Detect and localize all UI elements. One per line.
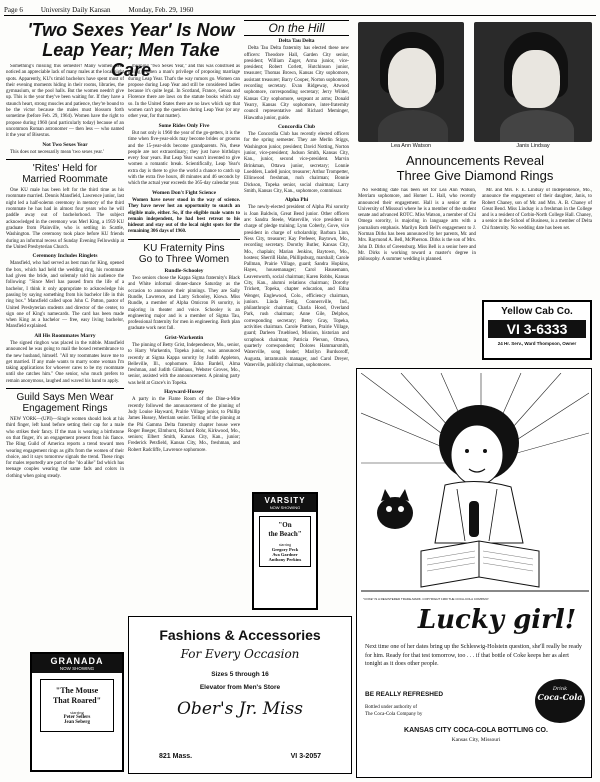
granada-title-1: "The Mouse [55, 686, 99, 695]
guild-text: NEW YORK—(UPI)—Single women should look at his third finger, left hand before setting their cap for a male who strikes their fancy. If the man is wearing a birthstone on that finger, it's an engagement present from his fiance. The Ring Guild of America reports a trend toward men wearing engagement rings as gifts from the women of their choice, and it says tomorrow signals the trend. These rings for males reportedly are part of the "do alike" fad which has teenage couples wearing the same fads and colors in clothing when going steady. [6, 417, 124, 479]
announcements-right-text: Mr. and Mrs. F. E. Lindsay of Independence, Mo., announce the engagement of their daughter, Janis, to Robert Chaney, son of Mr. and Mrs. A. B. Chaney of Great Bend. Miss Lindsay is a freshman in the College and is a resident of Corbin-North College Hall. Chaney, a senior in the School of Business, is a member of Delta Chi fraternity. No wedding date has been set. [482, 188, 592, 231]
obers-sizes: Sizes 5 through 16 [211, 671, 269, 678]
lucky-girl-illustration [361, 373, 589, 595]
obers-phone: VI 3-2057 [290, 753, 321, 760]
lead-story-text-2: meaning "two Sexes Year," and this was construed as giving women a man's privilege of proposing marriage during Leap Year. That's the way rumors go. Women can propose during Leap Year and still be considered ladies because it's quite legal. In Scotland, France, Genoa and Florence there are laws on the statute books which say so. In the United States there are no laws which say that women can't pop the question during Leap Year (or any other year, for that matter). [128, 64, 240, 120]
guild-headline-2: Engagement Rings [22, 403, 108, 415]
coke-refreshed: BE REALLY REFRESHED [365, 691, 444, 698]
coke-bottled: Bottled under authority of [365, 705, 418, 710]
announcements-headline [356, 153, 594, 183]
varsity-ad [252, 492, 318, 610]
varsity-starring: starring [278, 542, 292, 547]
caption-left: Lea Ann Watson [390, 143, 432, 149]
yellow-cab-phone: VI 3-6333 [488, 320, 586, 338]
fraternity-text-1: Two seniors chose the Kappa Sigma fraternity's Black and White informal dinner-dance Saturday as the occasion to announce their pinnings. They are Sally Rundle, Lawrence, and Larry Schooley, Kiowa. Miss Rundle, a member of Alpha Omicron Pi sorority, is majoring in theater and voice. Schooley is an engineering major and is a member of Sigma Tau, professional fraternity for men in engineering. Both plan graduate work next fall. [128, 276, 240, 332]
obers-occasion: For Every Occasion [180, 647, 300, 661]
coke-fine-print: "COKE" IS A REGISTERED TRADE-MARK. COPYRIGHT 1960 THE COCA-COLA COMPANY. [363, 597, 490, 601]
hill-subhead-2: Concordia Club [278, 123, 315, 130]
announcements-headline-2: Three Give Diamond Rings [396, 168, 554, 183]
lead-story-text-1b: This does not necessarily mean 'two sexes year.' [10, 149, 104, 155]
lead-story-text-2c: Women have never stood in the way of science. They have never lost an opportunity to snatch an eligible male, either. So, if the eligible male wants to remain independent, he had best retreat to his hideout and stay out of the local night spots for the remaining 306 days of 1960. [128, 197, 240, 235]
lead-story-text-1: Something's missing this semester! Many women have noticed an appreciable lack of many males at the local night spots. Apparently, KU's timid bachelors have spent most of their evening moments hiding in their rooms, libraries, the gymnasium, or the pool halls. But the women needn't give up. This is the year they've been waiting for. If they have a staunch heart, strong muscles and patience, they're bound to be the victor because the males must blossom forth sometime (before Feb. 29, 1964). Women have the right to propose during 1960 (and particularly today) because of an uncommon Roman astronomer — then less — who named it the year of Bisextus. [6, 64, 124, 139]
coke-logo-drink: Drink [552, 686, 568, 692]
column-1 [6, 64, 124, 649]
rites-text-1: One KU male has been left for the third time as his roommate married. Dennis Mansfield, Lawrence junior, last night led a half-solemn ceremony in memory of the third roommate he has had in almost four years who he will paddle away out of bachelorhood. The subject acknowledged in the ceremony was Merl King, a 1959 KU graduate from Plainville, who is settling in Scattle, Washington. The ceremony took place before KU friends during an informal recess of Sunday Evening Fellowship at the United Presbyterian Church. [6, 188, 124, 250]
coca-cola-ad [356, 368, 592, 778]
rites-text-3: The signed ringbox was placed in the rubble. Mansfield announced he was going to mail the boxed remembrance to the new husband, himself. "All my roommates leave me to get married. If any male wants to marry some woman I'm taking applications for whoever cares to be my roommate until she catches him." One senior, who much prefers to remain anonymous, laughed and waved his hand to apply. [6, 340, 124, 384]
coke-city: Kansas City, Missouri [451, 737, 501, 743]
caption-right: Janis Lindsay [516, 143, 550, 149]
column-3 [244, 20, 349, 490]
varsity-star-1: Gregory Peck [271, 547, 299, 552]
granada-title-2: That Roared" [52, 696, 102, 705]
rites-text-2: Mansfield, who had served as best man for King, opened the box, which had held the wedding ring, his roommate had given the bride, and solemnly told his audience the following: "Since Merl has passed from the life of a bachelor, I think it only appropriate to acknowledge his passing by saying something from his bachelor life in this ring box." Mansfield called upon John C. Patton, pastor of United Presbyterian students and director of the center, to sign one of King's namecards. The card has been made when King as a bachelor — free, easy living bachelor, Mansfield explained. [6, 261, 124, 330]
coke-body: Next time one of her dates bring up the Schleswig-Holstein question, she'll really be ready for him. Ready for that test tomorrow, too . . . if that bottle of Coke keeps her as alert tonight as it does other people. [365, 644, 582, 667]
varsity-title-1: "On [278, 521, 292, 529]
issue-date: Monday, Feb. 29, 1960 [128, 5, 194, 14]
guild-headline-1: Guild Says Men Wear [16, 392, 114, 404]
masthead [4, 4, 596, 16]
photo-lea-ann-watson [358, 22, 464, 142]
announcements-right [482, 188, 592, 296]
fraternity-subhead-3: Hayward-Hussey [164, 389, 204, 396]
rites-headline-2: Married Roommate [22, 174, 108, 186]
page-number: Page 6 [4, 5, 23, 14]
rites-subhead-1: Ceremony Includes Ringlets [32, 253, 98, 260]
fraternity-text-2: The pinning of Betty Grist, Independence, Mo., senior, to Harry Warkentin, Topeka junior, was announced recently at Sigma Kappa sorority by Judith Appleton, Belleville, Ill., sophomore. Edna Bardell, Alma freshman, and Judith Gildehaus, Webster Groves, Mo., senior, assisted with the announcement. A pinning party was held at Grace's in Topeka. [128, 342, 240, 386]
granada-star-1: Peter Sellers [63, 715, 91, 720]
yellow-cab-title: Yellow Cab Co. [501, 306, 573, 317]
girl-studying-illustration [361, 373, 589, 595]
granada-starring: starring [70, 710, 84, 715]
paper-name: University Daily Kansan [40, 5, 111, 14]
yellow-cab-hours: 24 Hr. Serv., Ward Thompson, Owner [497, 341, 577, 346]
hill-text-3: The newly-elected president of Alpha Phi sorority is Joan Baldwin, Great Bend junior. Other officers are: Sandra Steele, Waterville, vice president in charge of pledge training; Lynn Coberly, Gove, vice president in charge of scholarship; Barbara Linn, Ness City, treasurer; Kay Prefeeer, Baytown, Mo., recording secretary. Dorothy Butler, Kansas City, Mo., chaplain; Marian Jenkins, Baytown, Mo., hostess; Sherrill Hahn, Phillipsburg, marshall; Carole Pallman, Prairie Village, guard; Sandra Hopkins, Hayes, housemanager; Carol Hausemann, Leavenworth, social chairman; Karen Robbs, Kansas City, Kan., alumni relations chairman; Dorothy Trickett, Topeka, chapter education, and Edna Wenger, Englewood, Colo., efficiency chairman, juniors. Linda Fettig, Connersville, Ind., philanthropic chairman; Charla Hood, Overland Park, rush chairman; Anne Gile, Delphos, corresponding secretary; Betsy Gray, Topeka, activities chairman. Carole Pattison, Prairie Village, guard; Darleen Truebloed, Mission, historian and scrapbook chairman; Patricia Pierson, Ottawa, quarterly correspondent; Dolores Hammarsmith, Waterville, song leader; Marilyn Burdsoroff, Augusta, intramurals manager, and Carol Dreyer, Waterville, publicity chairman, sophomores. [244, 205, 349, 368]
coke-headline: Lucky girl! [417, 605, 577, 635]
fraternity-subhead-2: Grist-Warkentin [164, 334, 204, 341]
announcements-left-text: No wedding date has been set for Lea Ann Watson, Merriam sophomore, and Homer L. Hall, who recently announced their engagement. Hall is a senior at the University of Missouri where he is a member of the student senate and advanced ROTC. Miss Watson, a member of Chi Omega sorority, is majoring in language arts with a journalism emphasis. Marilyn Ruth Bell's engagement to J. Norman Dirks has been announced by her parents, Mr. and Mrs. Raymond A. Bell, McPherson. Dirks is the son of Mrs. John D. Dirks of Greensburg. Miss Bell is a senior here and Mr. Dirks is working toward a master's degree in philosophy. A summer wedding is planned. [358, 188, 476, 263]
hill-text-1: Delta Tau Delta fraternity has elected these new officers: Theodore Hall, Garden City senior, president; William Zuger, Arma junior, vice-president; Robert Corlett, Hutchinson junior, treasurer; Thomas Brown, Kansas City sophomore, assistant treasurer; Barry Cooper, Norton sophomore, recording secretary. Evan Ridgeway, Atwood sophomore, corresponding secretary; Jerry Wilder, Kansas City sophomore, sergeant at arms; Donald Yearry, Kansas City sophomore, inter-fraternity council representative and Richard Meminger, Hiawatha junior, guide. [244, 46, 349, 121]
photo-janis-lindsay [474, 22, 592, 142]
varsity-now-showing: NOW SHOWING [254, 505, 316, 512]
obers-address: 821 Mass. [159, 753, 193, 760]
coke-bottler: KANSAS CITY COCA-COLA BOTTLING CO. [404, 727, 548, 734]
fraternity-headline-1: KU Fraternity Pins [143, 242, 225, 254]
varsity-title-2: the Beach" [268, 530, 302, 538]
coca-cola-logo [535, 679, 585, 723]
hill-subhead-1: Delta Tau Delta [278, 38, 315, 44]
fraternity-text-3: A party in the Flame Room of the Dine-a-Mite recently followed the announcement of the pinning of Judy Louise Hayward, Prairie Village junior, to Phillip James Hussey, Merriam senior. Telling of the pinning at the Phi Gamma Delta fraternity chapter house were Roger Boeger, Elmhurst, Richard Rohr, Kirkwood, Mo., seniors; Elbert Smith, Kansas City, Kan., junior; Frederick Petsfield, Kansas City, Mo., freshman, and Robert Radcliffe, Lawrence sophomore. [128, 397, 240, 453]
obers-name: Ober's Jr. Miss [177, 699, 303, 719]
rites-headline-1: 'Rites' Held for [32, 163, 98, 175]
yellow-cab-ad [482, 300, 592, 360]
granada-ad [30, 652, 124, 772]
obers-ad [128, 616, 352, 774]
varsity-star-3: Anthony Perkins [268, 557, 302, 562]
column-2 [128, 64, 240, 594]
coke-logo-script: Coca-Cola [537, 692, 583, 702]
lead-headline-line-2: Leap Year; Men Take Care [42, 40, 220, 80]
granada-star-2: Jean Seberg [64, 720, 90, 725]
fraternity-headline-2: Go to Three Women [138, 253, 230, 265]
fraternity-subhead-1: Rundle-Schooley [164, 267, 204, 274]
hill-subhead-3: Alpha Phi [284, 197, 309, 204]
on-the-hill-title: On the Hill [244, 20, 349, 36]
varsity-banner: VARSITY [254, 494, 316, 505]
hill-text-2: The Concordia Club has recently elected officers for the spring semester. They are Merlin Stiggs, Washington junior, president; David Notting, Norton junior, vice-president; Judson Smith, Kansas City, Kan., junior, second vice-president. Marvin Brinkman, Ottawa junior, secretary; Lonnie Luedders, Ludell junior, treasurer; Arthur Trompetter, Ellinwood freshman, rush chairman; Bonnie Dickson, Topeka senior, social chairman; Larry Smith, Kansas City, Kan., sophomore, commissar. [244, 132, 349, 194]
lead-subhead-3: Women Don't Fight Science [152, 189, 216, 196]
lead-subhead-2: Some Rides Only Five [158, 122, 210, 129]
lead-story-text-2b: But not only is 1960 the year of the go-getters, it is the time when five-year-olds may become brides or grooms and the 15-year-olds become grandparents. No, these people are not extraordinary; they just have birthdays every four years. But Leap Year wasn't invented to give women a romantic break. Scientifically, Leap Year's extra day is there to give the world a chance to catch up with the extra five hours, 48 minutes and 46 seconds by which the actual year exceeds the 365-day calendar year. [128, 130, 240, 187]
lead-subhead-1: Not Two Sexes Year [42, 141, 88, 148]
announcements-headline-1: Announcements Reveal [405, 153, 545, 168]
announcements-left [358, 188, 476, 364]
granada-now-showing: NOW SHOWING [32, 666, 122, 673]
rites-subhead-2: All His Roommates Marry [34, 332, 96, 339]
granada-banner: GRANADA [32, 654, 122, 666]
coke-company: The Coca-Cola Company by [365, 712, 423, 717]
obers-headline: Fashions & Accessories [159, 627, 321, 643]
varsity-star-2: Ava Gardner [272, 552, 298, 557]
obers-elevator: Elevator from Men's Store [199, 684, 281, 691]
lead-headline-line-1: 'Two Sexes Year' Is Now [27, 20, 235, 40]
